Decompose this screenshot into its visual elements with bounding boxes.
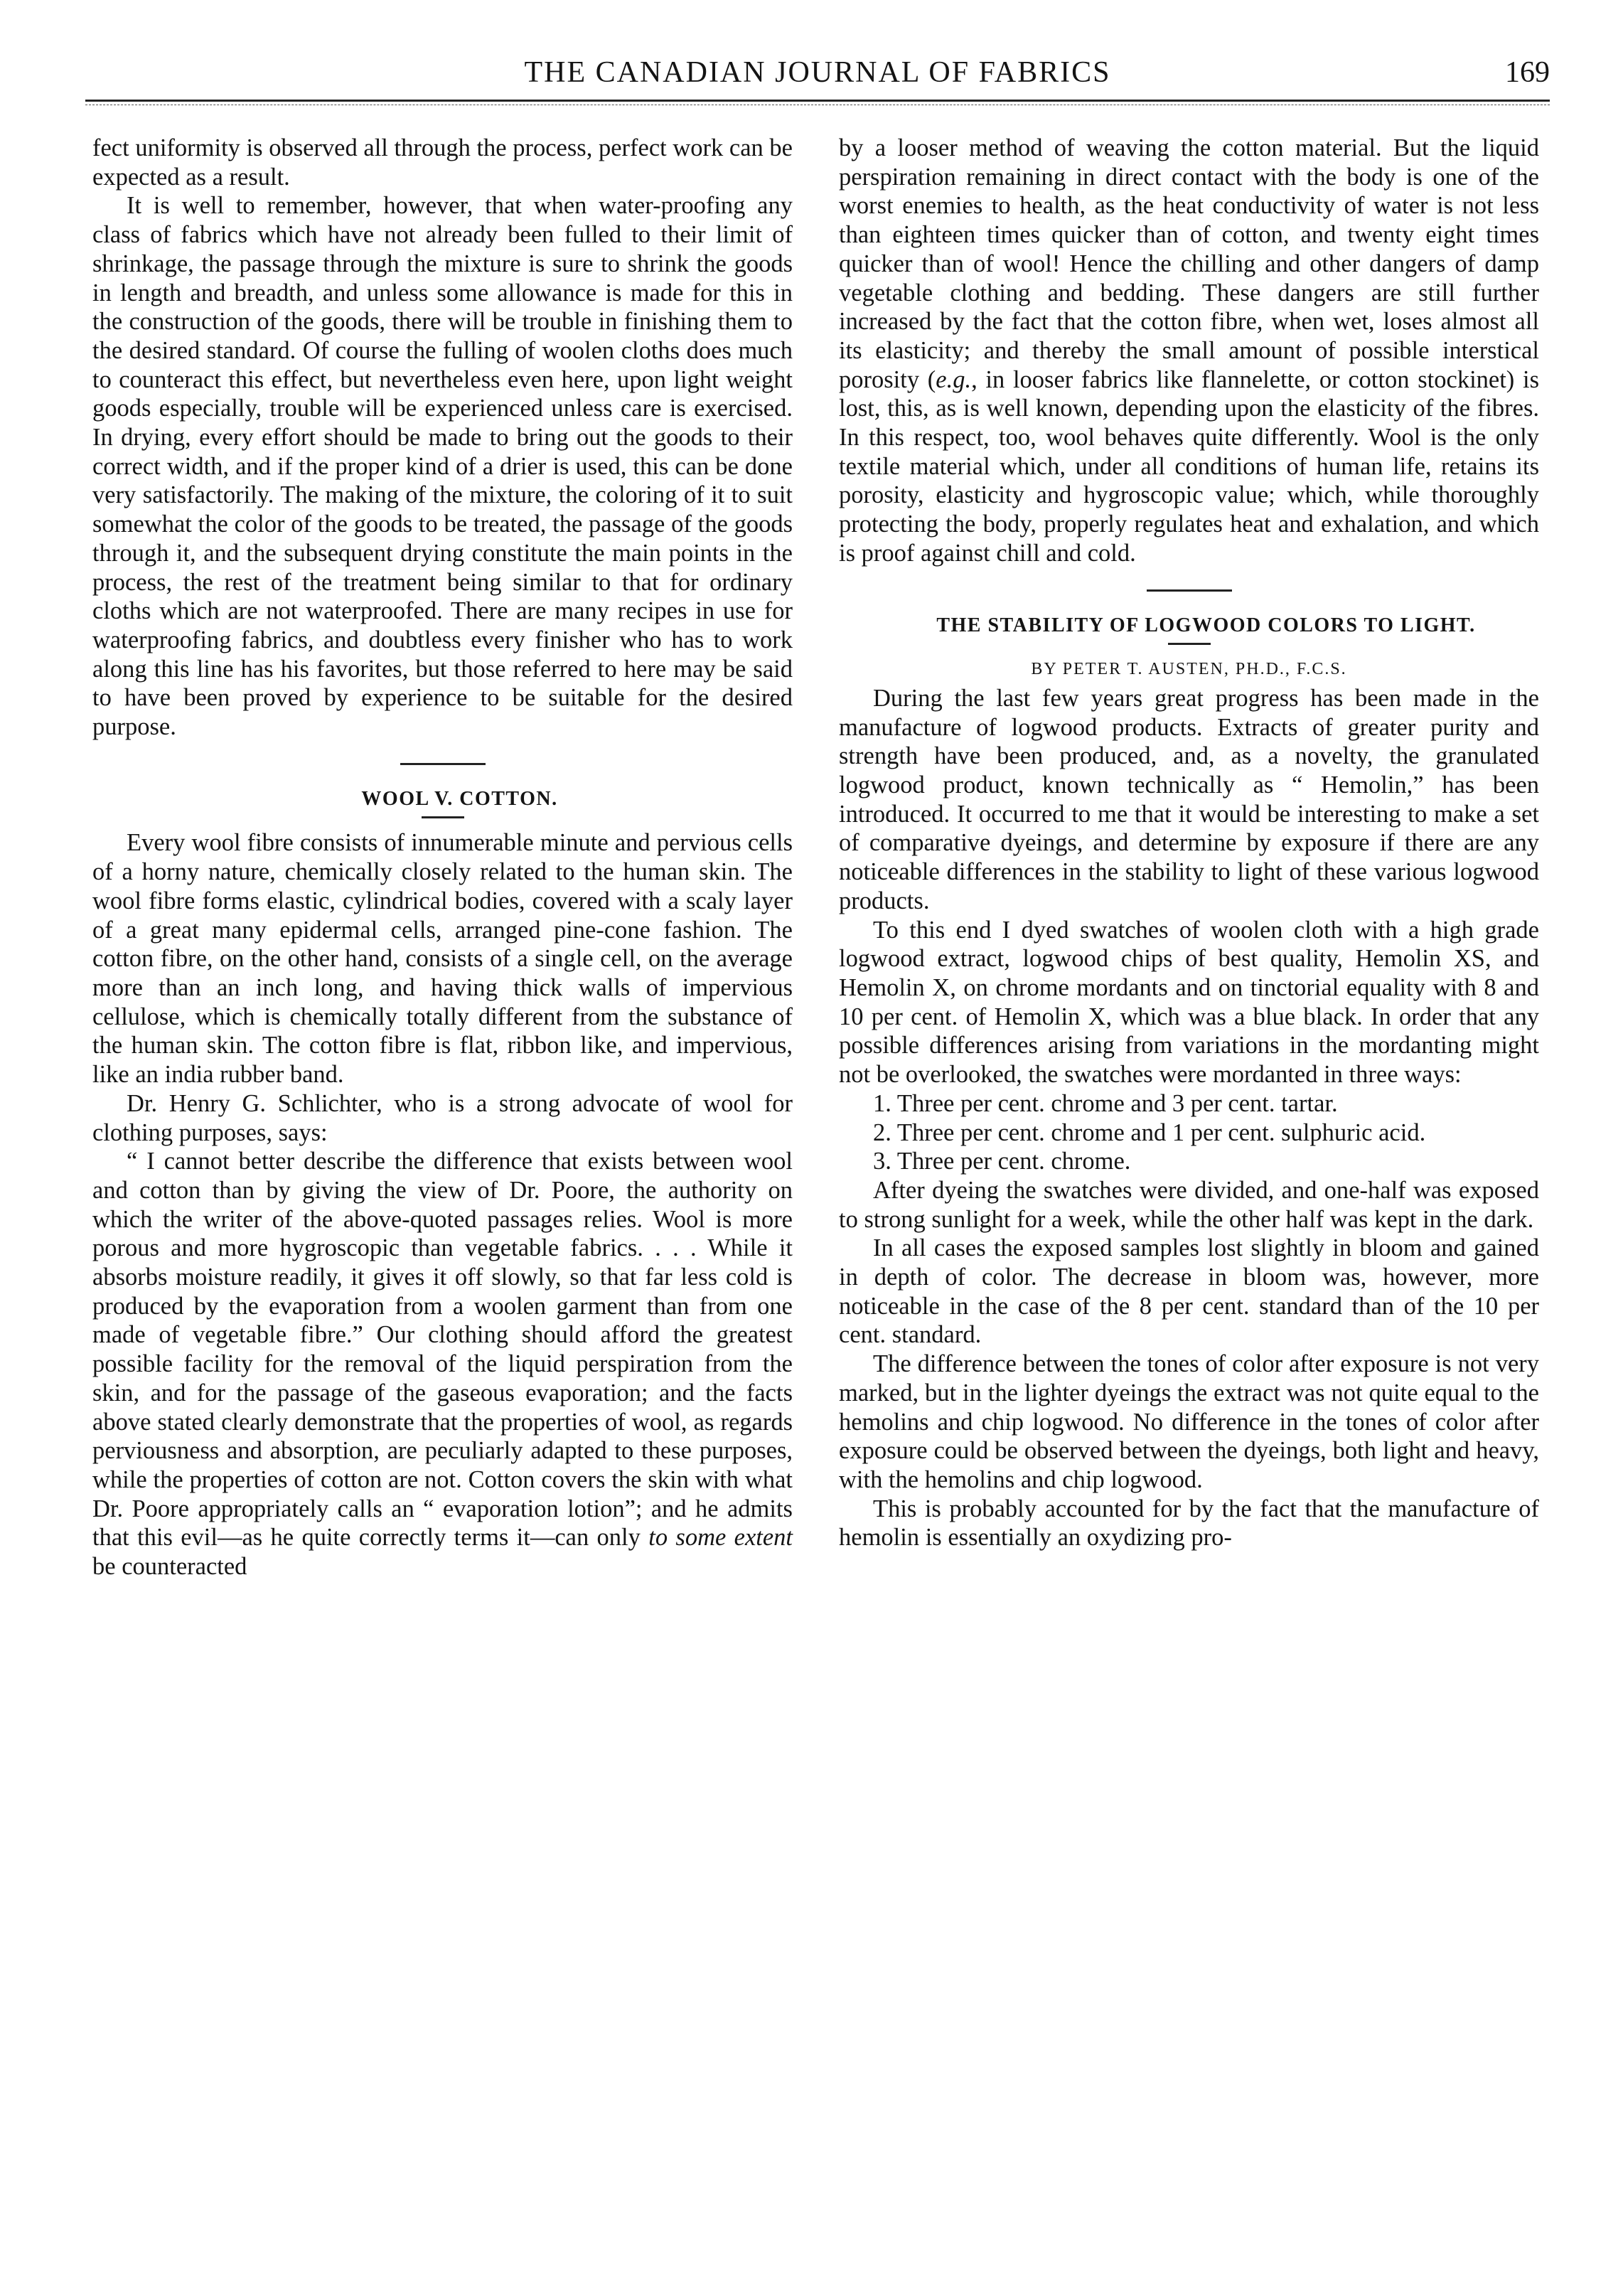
author-byline: BY PETER T. AUSTEN, PH.D., F.C.S. (1031, 660, 1347, 679)
list-item: 1. Three per cent. chrome and 3 per cent. tartar. (873, 1089, 1338, 1117)
list-item: 2. Three per cent. chrome and 1 per cent. sulphuric acid. (873, 1118, 1426, 1146)
section-divider (400, 763, 486, 765)
section-heading-wool-v-cotton: WOOL V. COTTON. (361, 787, 558, 810)
left-column (92, 134, 793, 1581)
paragraph: Dr. Henry G. Schlichter, who is a strong advocate of wool for clothing purposes, says: (92, 1089, 793, 1146)
italic-phrase: to some extent (648, 1524, 793, 1552)
paragraph: This is probably accounted for by the fact that the manufacture of hemolin is essentially an oxydizing pro- (839, 1495, 1539, 1552)
paragraph: To this end I dyed swatches of woolen cloth with a high grade logwood extract, logwood chips of best quality, Hemolin XS, and Hemolin X, on chrome mordants and on tinctorial equality with 8 and 10 per cent. of Hemolin X, which was a blue black. In order that any possible differences arising from variations in the mordanting might not be overlooked, the swatches were mordanted in three ways: (839, 916, 1539, 1089)
right-column (839, 134, 1539, 1552)
paragraph-text: by a looser method of weaving the cotton material. But the liquid perspiration remaining in direct contact with the body is one of the worst enemies to health, as the heat conductivity of water is not less than eighteen times quicker than of cotton, and twenty eight times quicker than of wool! Hence the chilling and other dangers of damp vegetable clothing and bedding. These dangers are still further increased by the fact that the cotton fibre, when wet, loses almost all its elasticity; and thereby the small amount of possible interstical porosity ( (839, 134, 1539, 393)
italic-abbrev: e.g. (936, 365, 972, 393)
paragraph: fect uniformity is observed all through the process, perfect work can be expected as a result. (92, 134, 793, 191)
page-number: 169 (1505, 56, 1550, 89)
paragraph: The difference between the tones of color after exposure is not very marked, but in the lighter dyeings the extract was not quite equal to the hemolins and chip logwood. No difference in the tones of color after exposure could be observed between the dyeings, both light and heavy, with the hemolins and chip logwood. (839, 1350, 1539, 1493)
section-heading-logwood: THE STABILITY OF LOGWOOD COLORS TO LIGHT. (936, 614, 1476, 636)
list-item: 3. Three per cent. chrome. (873, 1148, 1131, 1175)
paragraph-text-end: , in looser fabrics like flannelette, or cotton stockinet) is lost, this, as is well known, depending upon the elasticity of the fibres. In this respect, too, wool behaves quite differently. Wool is the only textile material which, under all conditions of human life, retains its porosity, elasticity and hygroscopic value; which, while thoroughly protecting the body, properly regulates heat and exhalation, and which is proof against chill and cold. (839, 365, 1540, 567)
paragraph: It is well to remember, however, that when water-proofing any class of fabrics which have not already been fulled to their limit of shrinkage, the passage through the mixture is sure to shrink the goods in length and breadth, and unless some allowance is made for this in the construction of the goods, there will be trouble in finishing them to the desired standard. Of course the fulling of woolen cloths does much to counteract this effect, but nevertheless even here, upon light weight goods especially, trouble will be experienced unless care is exercised. In drying, every effort should be made to bring out the goods to their correct width, and if the proper kind of a drier is used, this can be done very satisfactorily. The making of the mixture, the coloring of it to suit somewhat the color of the goods to be treated, the passage of the goods through it, and the subsequent drying constitute the main points in the process, the rest of the treatment being similar to that for ordinary cloths which are not waterproofed. There are many recipes in use for waterproofing fabrics, and doubtless every finisher who has to work along this line has his favorites, but those referred to here may be said to have been proved by experience to be suitable for the desired purpose. (92, 192, 793, 741)
quote-text-end: be counteracted (92, 1553, 247, 1581)
quote-text: “ I cannot better describe the difference that exists between wool and cotton than by giving the view of Dr. Poore, the authority on which the writer of the above-quoted passages relies. Wool is more porous and more hygroscopic than vegetable fabrics. . . . While it absorbs moisture readily, it gives it off slowly, so that far less cold is produced by the evaporation from a woolen garment than from one made of vegetable fibre.” Our clothing should afford the greatest possible facility for the removal of the liquid perspiration from the skin, and for the passage of the gaseous evaporation; and the facts above stated clearly demonstrate that the properties of wool, as regards perviousness and absorption, are peculiarly adapted to these purposes, while the properties of cotton are not. Cotton covers the skin with what Dr. Poore appropriately calls an “ evaporation lotion”; and he admits that this evil—as he quite correctly terms it—can only (92, 1148, 793, 1552)
journal-title: THE CANADIAN JOURNAL OF FABRICS (524, 56, 1111, 89)
continued-paragraph (839, 134, 1539, 568)
heading-rule (1168, 643, 1211, 645)
section-divider (1147, 589, 1232, 592)
paragraph: In all cases the exposed samples lost slightly in bloom and gained in depth of color. The decrease in bloom was, however, more noticeable in the case of the 8 per cent. standard than of the 10 per cent. standard. (839, 1234, 1539, 1349)
header-rule (85, 100, 1550, 105)
running-header (85, 55, 1550, 105)
quoted-paragraph (92, 1147, 793, 1581)
paragraph: Every wool fibre consists of innumerable minute and pervious cells of a horny nature, chemically closely related to the human skin. The wool fibre forms elastic, cylindrical bodies, covered with a scaly layer of a great many epidermal cells, arranged pine-cone fashion. The cotton fibre, on the other hand, consists of a single cell, on the average more than an inch long, and having thick walls of impervious cellulose, which is chemically totally different from the substance of the human skin. The cotton fibre is flat, ribbon like, and impervious, like an india rubber band. (92, 829, 793, 1089)
heading-rule (422, 816, 464, 818)
paragraph: During the last few years great progress has been made in the manufacture of logwood products. Extracts of greater purity and strength have been produced, and, as a novelty, the granulated logwood product, known technically as “ Hemolin,” has been introduced. It occurred to me that it would be interesting to make a set of comparative dyeings, and determine by exposure if there are any noticeable differences in the stability to light of these various logwood products. (839, 684, 1539, 914)
paragraph: After dyeing the swatches were divided, and one-half was exposed to strong sunlight for a week, while the other half was kept in the dark. (839, 1176, 1539, 1233)
